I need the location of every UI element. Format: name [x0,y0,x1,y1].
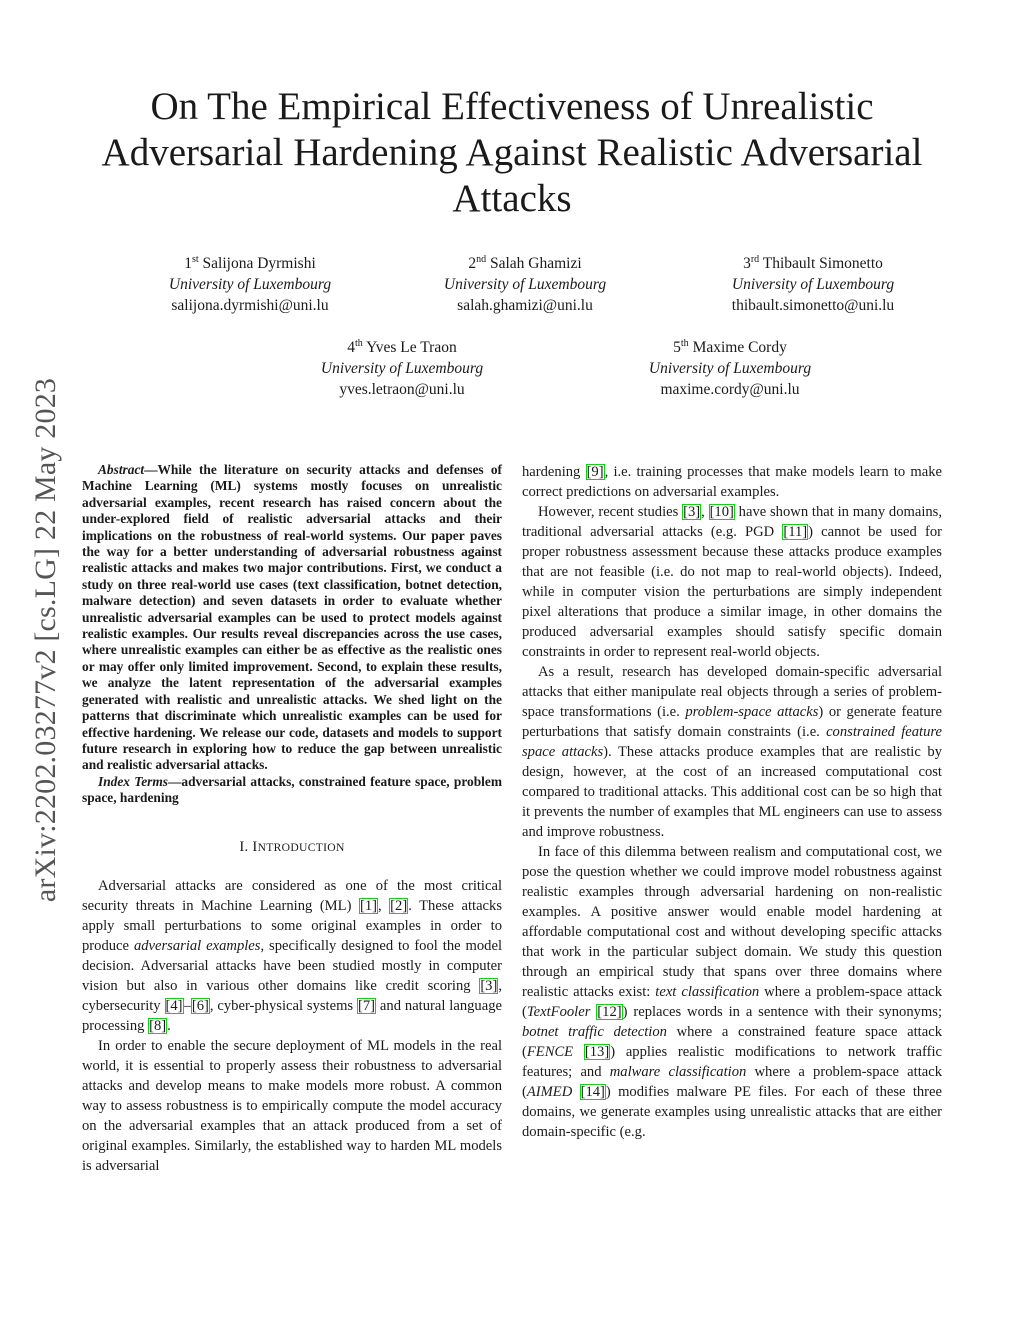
citation-link[interactable]: [10] [709,504,734,520]
author-affiliation: University of Luxembourg [320,360,484,378]
paragraph: As a result, research has developed domain-specific adversarial attacks that either manipulate real objects through a series of problem-space transformations (i.e. problem-space attacks) or generate feature perturbations that satisfy domain constraints (i.e. constrained feature space attacks). These attacks produce examples that are realistic by design, however, at the cost of an increased computational cost compared to traditional attacks. This additional cost can be so high that it prevents the number of examples that ML engineers can use to assess and improve robustness. [522,664,943,840]
index-terms-label: Index Terms [98,773,168,789]
paragraph: In face of this dilemma between realism and computational cost, we pose the question whether we could improve model robustness against realistic examples through adversarial hardening on non-realistic examples. A positive answer would enable model hardening at affordable computational cost and without developing specific attacks that work in the particular subject domain. We study this question through an empirical study that spans over three domains where realistic attacks exist: text classification where a problem-space attack (TextFooler [12]) replaces words in a sentence with their synonyms; botnet traffic detection where a constrained feature space attack (FENCE [13]) applies realistic modifications to network traffic features; and malware classification where a problem-space attack (AIMED [14]) modifies malware PE files. For each of these three domains, we generate examples using unrealistic attacks that are either domain-specific (e.g. [522,844,943,1140]
author-block [100,249,400,316]
paper-title: On The Empirical Effectiveness of Unrealistic Adversarial Hardening Against Realistic Adversarial Attacks [101,85,923,220]
paragraph: In order to enable the secure deployment of ML models in the real world, it is essential to properly assess their robustness to adversarial attacks and develop means to make models more robust. A common way to assess robustness is to empirically compute the model accuracy on the adversarial examples that an attack produced from a set of original examples. Similarly, the established way to harden ML models is adversarial [82,1037,502,1174]
citation-link[interactable]: [2] [390,897,408,914]
paragraph: However, recent studies [3], [10] have shown that in many domains, traditional adversarial attacks (e.g. PGD [11]) cannot be used for proper robustness assessment because these attacks produce examples that are not feasible (i.e. do not map to real-world objects). Indeed, while in computer vision the perturbations are simply independent pixel alterations that produce a similar image, in other domains the produced adversarial examples should satisfy specific domain constraints in order to represent real-world objects. [522,504,943,660]
abstract-label: Abstract [98,462,145,477]
author-name: 2nd Salah Ghamizi [468,254,582,273]
author-email: maxime.cordy@uni.lu [660,381,800,399]
author-block [663,249,963,316]
author-name: 3rd Thibault Simonetto [743,254,883,273]
author-affiliation: University of Luxembourg [443,276,607,294]
citation-link[interactable]: [9] [586,464,604,480]
citation-link[interactable]: [14] [580,1084,605,1100]
arxiv-identifier: arXiv:2202.03277v2 [cs.LG] 22 May 2023 [29,377,62,903]
left-column [82,462,502,1176]
author-name: 4th Yves Le Traon [347,338,457,357]
paragraph: hardening [9], i.e. training processes that make models learn to make correct predictions on adversarial examples. [522,464,942,500]
right-column [522,462,942,1142]
author-block [252,333,552,400]
citation-link[interactable]: [13] [584,1044,610,1060]
author-affiliation: University of Luxembourg [731,276,895,294]
author-email: salijona.dyrmishi@uni.lu [171,297,329,315]
citation-link[interactable]: [3] [683,504,701,520]
author-name: 5th Maxime Cordy [673,338,787,357]
citation-link[interactable]: [12] [597,1004,622,1020]
author-affiliation: University of Luxembourg [168,276,332,294]
arxiv-sidebar [20,340,72,940]
citation-link[interactable]: [1] [359,897,377,914]
index-terms: Index Terms—adversarial attacks, constrained feature space, problem space, hardening [82,773,502,806]
author-affiliation: University of Luxembourg [648,360,812,378]
author-name: 1st Salijona Dyrmishi [184,254,316,273]
author-email: yves.letraon@uni.lu [339,381,465,399]
citation-link[interactable]: [8] [149,1017,167,1034]
citation-link[interactable]: [3] [480,977,498,994]
paragraph: Adversarial attacks are considered as one of the most critical security threats in Machine Learning (ML) [1], [2]. These attacks apply small perturbations to some original examples in order to produce adversarial examples, specifically designed to fool the model decision. Adversarial attacks have been studied mostly in computer vision but also in various other domains like credit scoring [3], cybersecurity [4]–[6], cyber-physical systems [7] and natural language processing [8]. [82,877,503,1034]
citation-link[interactable]: [6] [191,997,209,1014]
author-block [375,249,675,316]
citation-link[interactable]: [7] [358,997,376,1014]
author-block [580,333,880,400]
abstract-text: Abstract—While the literature on security attacks and defenses of Machine Learning (ML) systems mostly focuses on unrealistic adversarial examples, recent research has raised concern about the under-explored field of realistic adversarial attacks and their implications on the robustness of real-world systems. Our paper paves the way for a better understanding of adversarial robustness against realistic attacks and makes two major contributions. First, we conduct a study on three real-world use cases (text classification, botnet detection, malware detection) and seven datasets in order to evaluate whether unrealistic adversarial examples can be used to protect models against realistic examples. Our results reveal discrepancies across the use cases, where unrealistic examples can either be as effective as the realistic ones or may offer only limited improvement. Second, to explain these results, we analyze the latent representation of the adversarial examples generated with realistic and unrealistic attacks. We shed light on the patterns that discriminate which unrealistic examples can be used for effective hardening. We release our code, datasets and models to support future research in exploring how to reduce the gap between unrealistic and realistic adversarial attacks. [82,462,502,773]
abstract [82,462,502,807]
author-email: thibault.simonetto@uni.lu [731,297,895,315]
author-email: salah.ghamizi@uni.lu [457,297,593,315]
citation-link[interactable]: [4] [165,997,183,1014]
section-heading: I. INTRODUCTION [239,838,345,855]
citation-link[interactable]: [11] [783,524,808,540]
